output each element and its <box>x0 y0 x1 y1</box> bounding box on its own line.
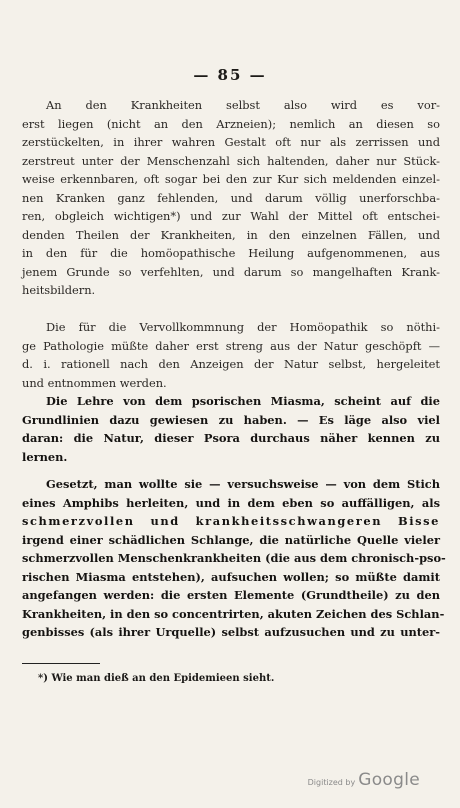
watermark-prefix: Digitized by <box>307 778 356 787</box>
text-line: ge Pathologie müßte daher erst streng aus der Natur geschöpft — <box>22 338 440 353</box>
page-number: — 85 — <box>193 66 267 84</box>
text-line: ren, obgleich wichtigen*) und zur Wahl der Mittel oft entschei- <box>22 209 440 223</box>
text-line: Grundlinien dazu gewiesen zu haben. — Es läge also viel <box>22 412 440 427</box>
text-line: Die für die Vervollkommnung der Homöopathik so nöthi- <box>46 320 440 334</box>
text-line: in den für die homöopathische Heilung aufgenommenen, aus <box>22 246 440 260</box>
text-line: rischen Miasma entstehen), aufsuchen wollen; so müßte damit <box>22 569 440 584</box>
text-line: denden Theilen der Krankheiten, in den einzelnen Fällen, und <box>22 227 440 242</box>
paragraph-1 <box>22 96 440 300</box>
text-line: nen Kranken ganz fehlenden, und darum völlig unerforschba- <box>22 190 440 205</box>
google-watermark <box>308 770 420 790</box>
text-line: weise erkennbaren, oft sogar bei den zur Kur sich meldenden einzel- <box>22 172 440 186</box>
text-line: eines Amphibs herleiten, und in dem eben so auffälligen, als <box>22 495 440 510</box>
text-line: lernen. <box>22 449 68 464</box>
text-line: Gesetzt, man wollte sie — versuchsweise — von dem Stich <box>46 477 440 491</box>
text-line: daran: die Natur, dieser Psora durchaus näher kennen zu <box>22 431 440 445</box>
paragraph-4 <box>22 475 446 642</box>
text-line: Die Lehre von dem psorischen Miasma, scheint auf die <box>46 394 440 408</box>
text-line: Krankheiten, in den so concentrirten, akuten Zeichen des Schlan- <box>22 606 445 621</box>
text-line: heitsbildern. <box>22 283 96 297</box>
paragraph-2 <box>22 318 440 392</box>
google-logo: Google <box>358 770 420 790</box>
text-line: d. i. rationell nach den Anzeigen der Natur selbst, hergeleitet <box>22 357 440 371</box>
text-line: jenem Grunde so verfehlten, und darum so mangelhaften Krank- <box>22 264 440 279</box>
text-line: irgend einer schädlichen Schlange, die natürliche Quelle vieler <box>22 532 440 547</box>
footnote: *) Wie man dieß an den Epidemieen sieht. <box>38 673 275 684</box>
text-line: zerstückelten, in ihrer wahren Gestalt oft nur als zerrissen und <box>22 135 440 149</box>
text-line: zerstreut unter der Menschenzahl sich haltenden, daher nur Stück- <box>22 153 440 168</box>
text-line: und entnommen werden. <box>22 375 167 390</box>
text-line: genbisses (als ihrer Urquelle) selbst aufzusuchen und zu unter- <box>22 625 440 639</box>
footnote-divider <box>22 663 100 664</box>
paragraph-3 <box>22 392 440 466</box>
text-line: An den Krankheiten selbst also wird es vor- <box>46 98 440 112</box>
text-line: erst liegen (nicht an den Arzneien); nemlich an diesen so <box>22 116 440 131</box>
text-line: schmerzvollen Menschenkrankheiten (die aus dem chronisch-pso- <box>22 551 446 565</box>
text-line: schmerzvollen und krankheitsschwangeren Bisse <box>22 514 440 528</box>
text-line: angefangen werden: die ersten Elemente (Grundtheile) zu den <box>22 588 440 602</box>
